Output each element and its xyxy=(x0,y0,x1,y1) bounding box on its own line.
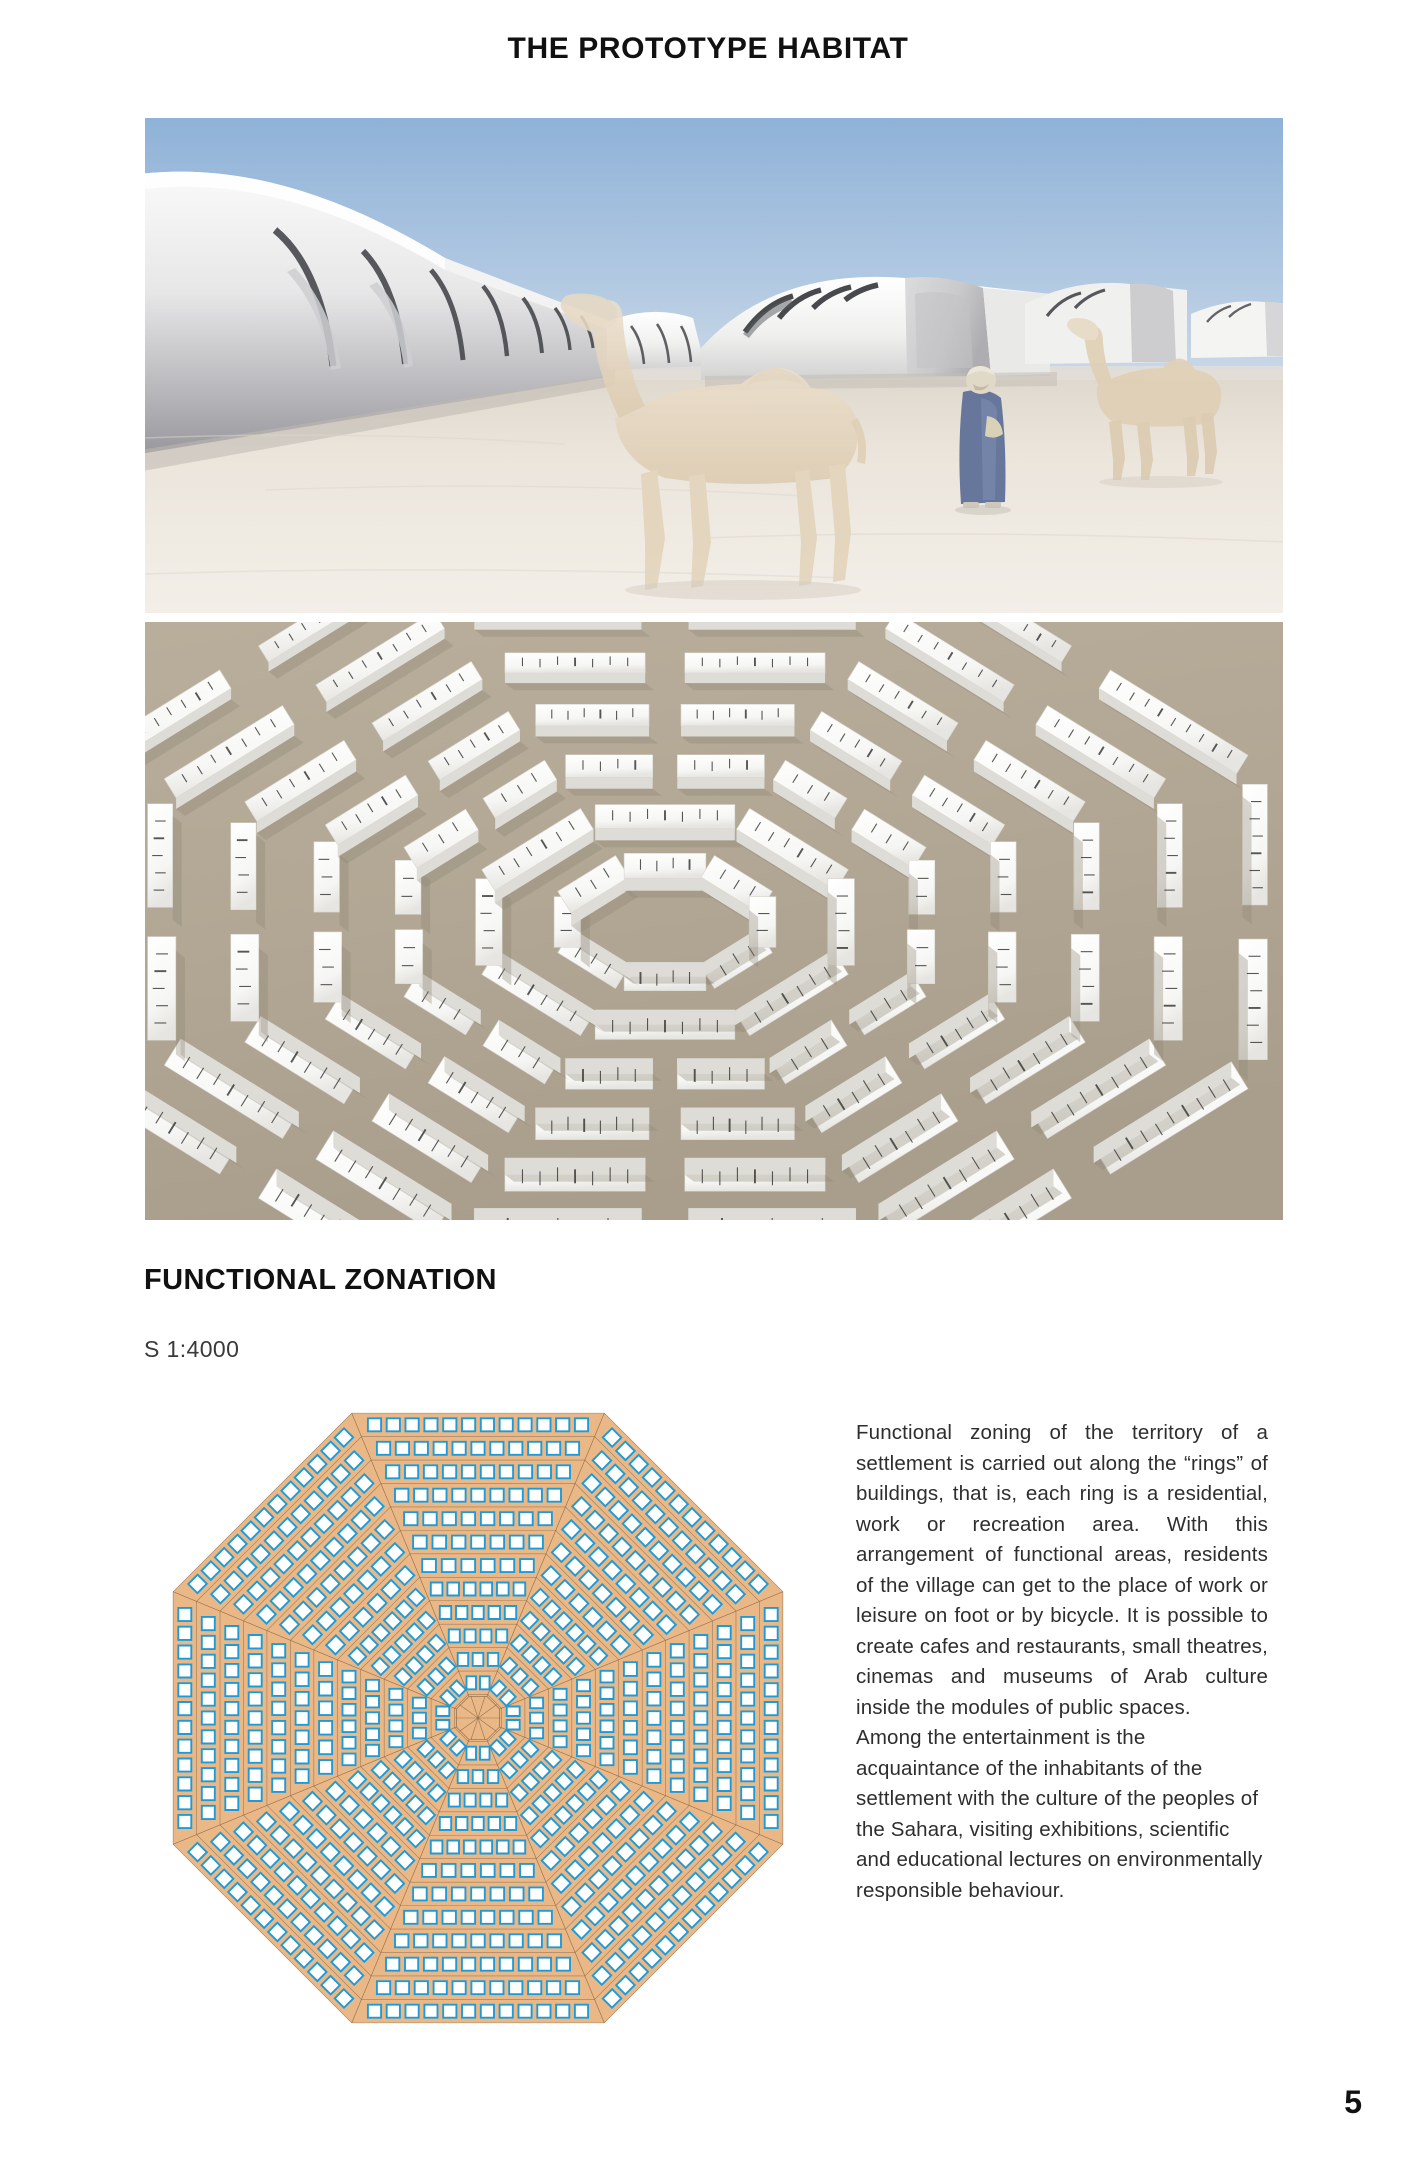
scale-label: S 1:4000 xyxy=(144,1336,240,1362)
functional-zonation-diagram xyxy=(128,1368,828,2058)
paragraph-2: Among the entertainment is the acquaintance of the inhabitants of the settlement with the culture of the peoples of the Sahara, visiting exhibitions, scientific and educational lectures on environmentally responsible behaviour. xyxy=(856,1726,1263,1902)
description-text xyxy=(856,1418,1268,1906)
section-title: FUNCTIONAL ZONATION xyxy=(144,1264,497,1296)
street-level-render xyxy=(145,118,1283,613)
paragraph-1: Functional zoning of the territory of a settlement is carried out along the “rings” of buildings, that is, each ring is a residential, work or recreation area. With this arrangement of functional areas, residents of the village can get to the place of work or leisure on foot or by bicycle. It is possible to create cafes and restaurants, small theatres, cinemas and museums of Arab culture inside the modules of public spaces. xyxy=(856,1421,1268,1719)
page-number: 5 xyxy=(1344,2084,1362,2120)
page-title: THE PROTOTYPE HABITAT xyxy=(507,32,909,65)
aerial-render-svg xyxy=(145,622,1283,1220)
aerial-plan-render xyxy=(145,622,1283,1220)
street-render-svg xyxy=(145,118,1283,613)
zonation-plan-svg xyxy=(128,1368,828,2058)
